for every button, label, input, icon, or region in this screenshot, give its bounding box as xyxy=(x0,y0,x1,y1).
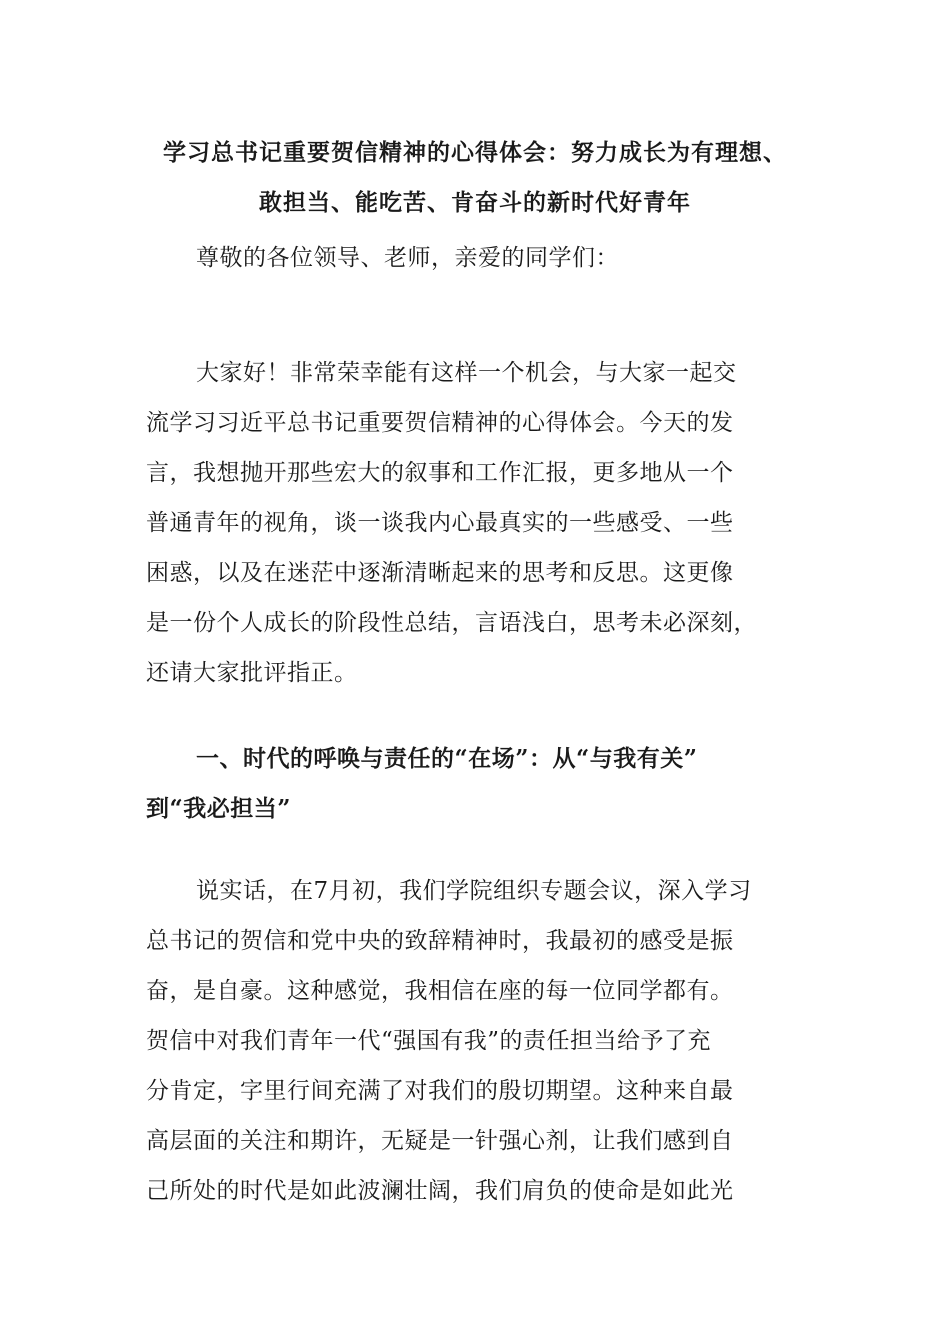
paragraph-line: 困惑，以及在迷茫中逐渐清晰起来的思考和反思。这更像 xyxy=(146,560,734,586)
paragraph-line: 是一份个人成长的阶段性总结，言语浅白，思考未必深刻， xyxy=(146,610,757,636)
paragraph-line: 流学习习近平总书记重要贺信精神的心得体会。今天的发 xyxy=(146,410,734,436)
section-body-paragraph xyxy=(146,866,806,1216)
paragraph-line: 大家好！非常荣幸能有这样一个机会，与大家一起交 xyxy=(196,360,737,386)
paragraph-line: 言，我想抛开那些宏大的叙事和工作汇报，更多地从一个 xyxy=(146,460,734,486)
greeting-paragraph xyxy=(146,233,806,283)
paragraph-line: 高层面的关注和期许，无疑是一针强心剂，让我们感到自 xyxy=(146,1128,734,1154)
paragraph-line: 说实话，在7月初，我们学院组织专题会议，深入学习 xyxy=(196,878,752,904)
intro-paragraph xyxy=(146,348,806,698)
paragraph-line: 普通青年的视角，谈一谈我内心最真实的一些感受、一些 xyxy=(146,510,734,536)
title-line: 学习总书记重要贺信精神的心得体会：努力成长为有理想、 xyxy=(163,139,787,166)
section-heading xyxy=(146,734,806,834)
title-line: 敢担当、能吃苦、肯奋斗的新时代好青年 xyxy=(259,189,691,216)
document-title xyxy=(140,128,810,228)
heading-line: 一、时代的呼唤与责任的“在场”：从“与我有关” xyxy=(196,745,698,772)
paragraph-line: 总书记的贺信和党中央的致辞精神时，我最初的感受是振 xyxy=(146,928,734,954)
paragraph-line: 贺信中对我们青年一代“强国有我”的责任担当给予了充 xyxy=(146,1028,712,1054)
greeting-line: 尊敬的各位领导、老师，亲爱的同学们： xyxy=(196,245,619,271)
paragraph-line: 己所处的时代是如此波澜壮阔，我们肩负的使命是如此光 xyxy=(146,1178,734,1204)
paragraph-line: 还请大家批评指正。 xyxy=(146,660,358,686)
paragraph-line: 奋，是自豪。这种感觉，我相信在座的每一位同学都有。 xyxy=(146,978,734,1004)
heading-line: 到“我必担当” xyxy=(146,795,291,822)
paragraph-line: 分肯定，字里行间充满了对我们的殷切期望。这种来自最 xyxy=(146,1078,734,1104)
